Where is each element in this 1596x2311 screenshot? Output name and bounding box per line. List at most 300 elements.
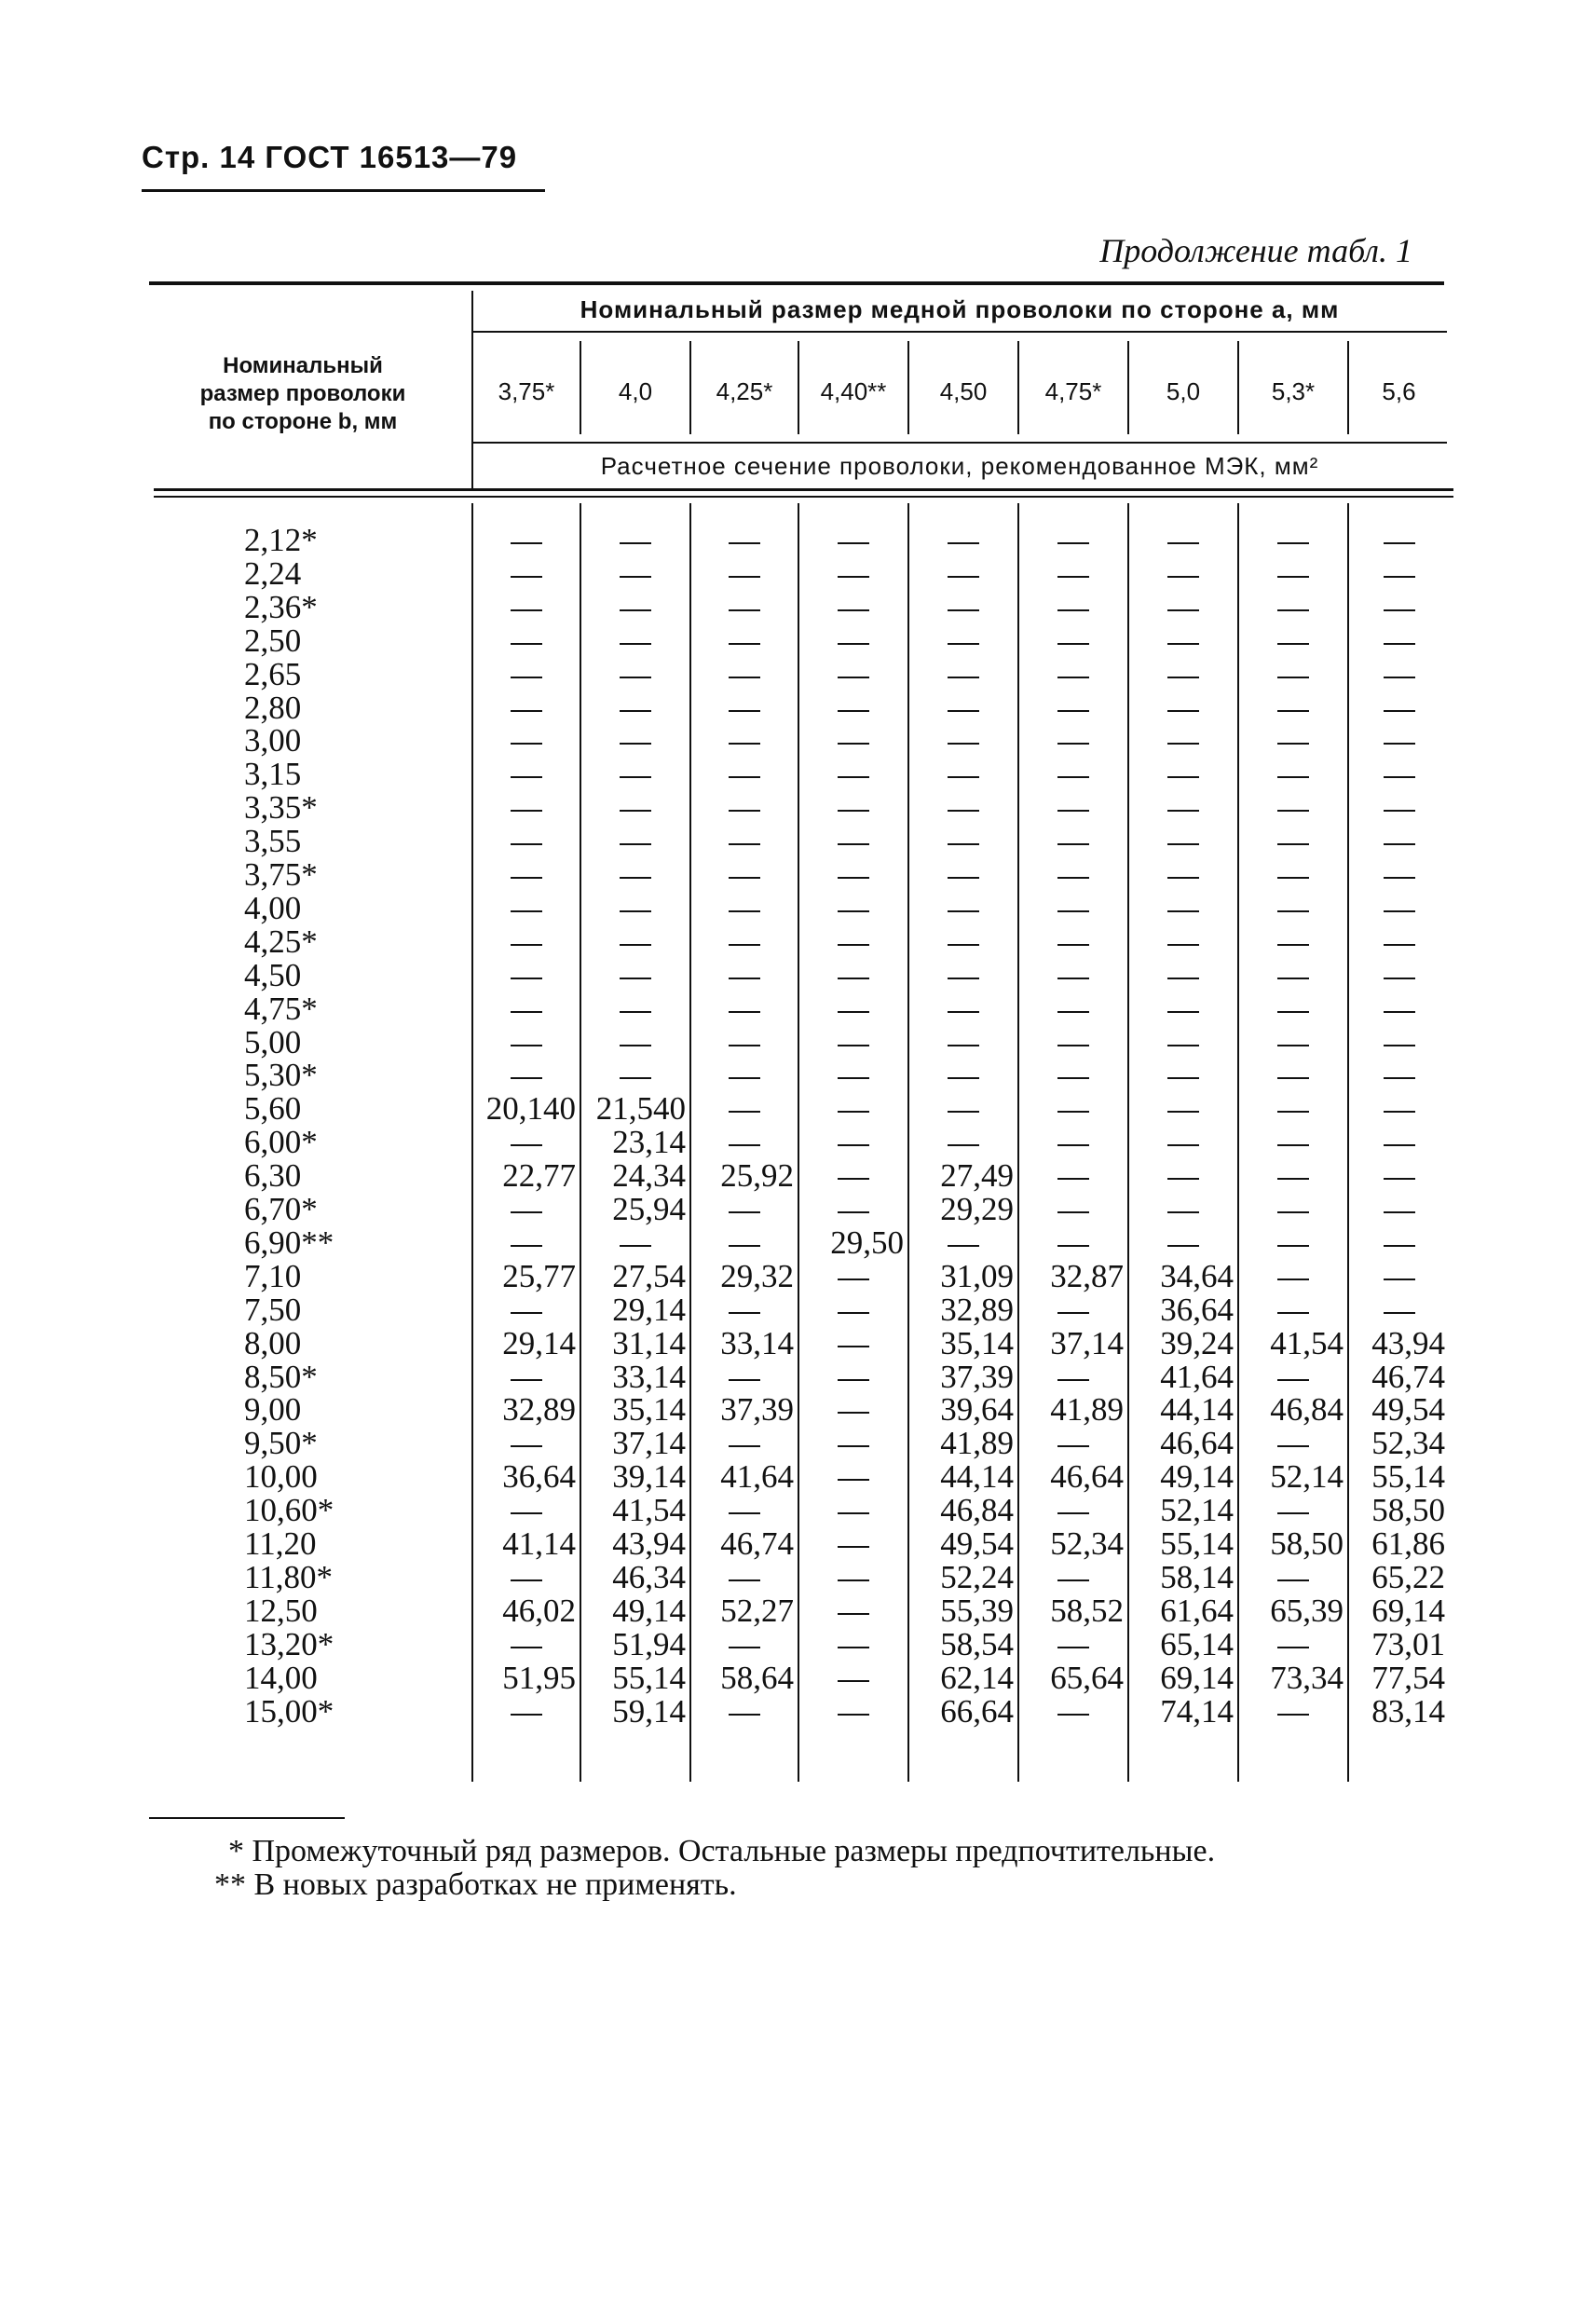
table-top-rule: [149, 281, 1444, 285]
row-label: 10,00: [244, 1458, 318, 1496]
table-cell: 46,02: [502, 1592, 576, 1629]
empty-cell-dash: [1057, 1077, 1089, 1079]
empty-cell-dash: [838, 743, 869, 745]
footnote-rule: [149, 1817, 345, 1819]
table-cell: 65,14: [1160, 1625, 1234, 1662]
empty-cell-dash: [729, 1077, 760, 1079]
empty-cell-dash: [838, 978, 869, 979]
empty-cell-dash: [729, 609, 760, 611]
table-cell: 41,54: [1270, 1324, 1344, 1361]
empty-cell-dash: [511, 877, 542, 879]
empty-cell-dash: [1277, 810, 1309, 812]
empty-cell-dash: [729, 1647, 760, 1648]
table-cell: 43,94: [1371, 1324, 1445, 1361]
empty-cell-dash: [838, 710, 869, 712]
table-cell: 29,50: [830, 1224, 904, 1261]
empty-cell-dash: [511, 776, 542, 778]
row-label-header-line2: размер проволоки: [199, 381, 406, 406]
column-header-divider: [1127, 341, 1129, 434]
empty-cell-dash: [1277, 1211, 1309, 1213]
table-cell: 73,34: [1270, 1659, 1344, 1696]
row-label: 11,20: [244, 1525, 317, 1562]
empty-cell-dash: [838, 910, 869, 912]
empty-cell-dash: [729, 1714, 760, 1716]
empty-cell-dash: [620, 1011, 651, 1013]
empty-cell-dash: [1277, 1045, 1309, 1046]
empty-cell-dash: [729, 1579, 760, 1581]
column-header-divider: [907, 341, 909, 434]
row-label: 11,80*: [244, 1558, 333, 1595]
empty-cell-dash: [1167, 1111, 1199, 1113]
empty-cell-dash: [1277, 910, 1309, 912]
empty-cell-dash: [948, 910, 979, 912]
row-label: 5,00: [244, 1023, 302, 1060]
empty-cell-dash: [511, 677, 542, 678]
empty-cell-dash: [948, 776, 979, 778]
empty-cell-dash: [1384, 843, 1415, 845]
empty-cell-dash: [1167, 1245, 1199, 1247]
empty-cell-dash: [838, 1111, 869, 1113]
table-cell: 27,49: [940, 1157, 1014, 1195]
table-cell: 24,34: [612, 1157, 686, 1195]
empty-cell-dash: [948, 1011, 979, 1013]
empty-cell-dash: [511, 1045, 542, 1046]
table-cell: 46,84: [940, 1492, 1014, 1529]
empty-cell-dash: [838, 1445, 869, 1447]
table-cell: 33,14: [612, 1358, 686, 1395]
footnote-2: ** В новых разработках не применять.: [214, 1867, 737, 1902]
empty-cell-dash: [511, 743, 542, 745]
table-cell: 58,14: [1160, 1558, 1234, 1595]
empty-cell-dash: [511, 843, 542, 845]
row-label: 5,60: [244, 1090, 302, 1128]
empty-cell-dash: [511, 810, 542, 812]
row-label: 9,00: [244, 1391, 302, 1429]
empty-cell-dash: [1277, 1445, 1309, 1447]
empty-cell-dash: [620, 542, 651, 544]
empty-cell-dash: [1057, 810, 1089, 812]
table-cell: 36,64: [1160, 1291, 1234, 1328]
empty-cell-dash: [511, 1312, 542, 1314]
row-label: 3,75*: [244, 856, 318, 893]
table-cell: 46,64: [1160, 1425, 1234, 1462]
empty-cell-dash: [948, 643, 979, 645]
empty-cell-dash: [511, 1211, 542, 1213]
empty-cell-dash: [729, 743, 760, 745]
table-cell: 52,14: [1160, 1492, 1234, 1529]
table-cell: 27,54: [612, 1257, 686, 1294]
table-cell: 77,54: [1371, 1659, 1445, 1696]
column-header-divider: [1017, 341, 1019, 434]
table-cell: 25,92: [720, 1157, 794, 1195]
table-cell: 41,14: [502, 1525, 576, 1562]
empty-cell-dash: [1167, 643, 1199, 645]
table-cell: 46,74: [1371, 1358, 1445, 1395]
empty-cell-dash: [1384, 1178, 1415, 1180]
empty-cell-dash: [1277, 776, 1309, 778]
empty-cell-dash: [1057, 743, 1089, 745]
empty-cell-dash: [729, 576, 760, 578]
empty-cell-dash: [620, 776, 651, 778]
table-cell: 37,14: [612, 1425, 686, 1462]
empty-cell-dash: [1277, 1647, 1309, 1648]
table-cell: 22,77: [502, 1157, 576, 1195]
row-label: 4,50: [244, 956, 302, 993]
empty-cell-dash: [948, 609, 979, 611]
table-cell: 31,14: [612, 1324, 686, 1361]
empty-cell-dash: [620, 843, 651, 845]
empty-cell-dash: [1277, 843, 1309, 845]
row-label: 14,00: [244, 1659, 318, 1696]
empty-cell-dash: [1057, 677, 1089, 678]
empty-cell-dash: [1057, 1045, 1089, 1046]
empty-cell-dash: [1057, 609, 1089, 611]
empty-cell-dash: [838, 542, 869, 544]
empty-cell-dash: [948, 677, 979, 678]
table-cell: 29,29: [940, 1191, 1014, 1227]
empty-cell-dash: [1384, 910, 1415, 912]
table-cell: 59,14: [612, 1692, 686, 1730]
column-header-divider: [1237, 341, 1239, 434]
table-cell: 46,74: [720, 1525, 794, 1562]
empty-cell-dash: [948, 1077, 979, 1079]
table-cell: 39,14: [612, 1458, 686, 1496]
continuation-label: Продолжение табл. 1: [1099, 232, 1412, 269]
empty-cell-dash: [838, 1680, 869, 1682]
empty-cell-dash: [838, 576, 869, 578]
empty-cell-dash: [511, 1144, 542, 1146]
empty-cell-dash: [838, 810, 869, 812]
column-header: 5,6: [1382, 377, 1416, 405]
empty-cell-dash: [1167, 1178, 1199, 1180]
empty-cell-dash: [948, 1045, 979, 1046]
empty-cell-dash: [729, 810, 760, 812]
column-header: 4,75*: [1044, 377, 1102, 405]
empty-cell-dash: [1057, 643, 1089, 645]
empty-cell-dash: [1057, 1245, 1089, 1247]
empty-cell-dash: [729, 710, 760, 712]
row-label: 8,50*: [244, 1358, 318, 1395]
empty-cell-dash: [1384, 1011, 1415, 1013]
table-cell: 49,54: [1371, 1391, 1445, 1429]
empty-cell-dash: [948, 877, 979, 879]
empty-cell-dash: [511, 1647, 542, 1648]
empty-cell-dash: [1277, 1279, 1309, 1280]
table-cell: 55,39: [940, 1592, 1014, 1629]
empty-cell-dash: [1384, 1312, 1415, 1314]
empty-cell-dash: [1384, 643, 1415, 645]
table-cell: 69,14: [1371, 1592, 1445, 1629]
header-rule: [142, 189, 545, 192]
table-cell: 43,94: [612, 1525, 686, 1562]
empty-cell-dash: [948, 1111, 979, 1113]
row-label-header-line1: Номинальный: [223, 353, 383, 378]
table-cell: 31,09: [940, 1257, 1014, 1294]
empty-cell-dash: [948, 1144, 979, 1146]
row-label: 10,60*: [244, 1492, 334, 1529]
empty-cell-dash: [511, 1714, 542, 1716]
empty-cell-dash: [1057, 877, 1089, 879]
row-label: 2,50: [244, 622, 302, 659]
empty-cell-dash: [511, 1379, 542, 1381]
table-cell: 55,14: [1160, 1525, 1234, 1562]
empty-cell-dash: [1167, 910, 1199, 912]
column-header: 5,3*: [1271, 377, 1316, 405]
empty-cell-dash: [1384, 1211, 1415, 1213]
column-header-divider: [798, 341, 799, 434]
empty-cell-dash: [1057, 1647, 1089, 1648]
body-column-rule: [798, 503, 799, 1782]
empty-cell-dash: [620, 810, 651, 812]
table-cell: 41,64: [1160, 1358, 1234, 1395]
table-cell: 25,94: [612, 1191, 686, 1227]
empty-cell-dash: [838, 1412, 869, 1414]
row-label: 4,25*: [244, 923, 318, 960]
empty-cell-dash: [1057, 542, 1089, 544]
empty-cell-dash: [1277, 1714, 1309, 1716]
empty-cell-dash: [729, 910, 760, 912]
empty-cell-dash: [1384, 1111, 1415, 1113]
empty-cell-dash: [1277, 643, 1309, 645]
row-label: 6,00*: [244, 1124, 318, 1161]
empty-cell-dash: [838, 1011, 869, 1013]
header-bottom-rule: [154, 488, 1453, 491]
empty-cell-dash: [838, 1312, 869, 1314]
empty-cell-dash: [1167, 542, 1199, 544]
empty-cell-dash: [1384, 978, 1415, 979]
table-cell: 52,14: [1270, 1458, 1344, 1496]
empty-cell-dash: [1167, 576, 1199, 578]
empty-cell-dash: [1167, 877, 1199, 879]
row-label: 3,35*: [244, 789, 318, 827]
table-cell: 62,14: [940, 1659, 1014, 1696]
empty-cell-dash: [1057, 1379, 1089, 1381]
empty-cell-dash: [1057, 1111, 1089, 1113]
table-cell: 58,52: [1050, 1592, 1124, 1629]
empty-cell-dash: [1167, 1011, 1199, 1013]
empty-cell-dash: [1384, 677, 1415, 678]
table-cell: 39,24: [1160, 1324, 1234, 1361]
empty-cell-dash: [948, 843, 979, 845]
row-label-header: [149, 352, 457, 436]
empty-cell-dash: [1167, 609, 1199, 611]
empty-cell-dash: [948, 810, 979, 812]
empty-cell-dash: [1384, 944, 1415, 946]
table-cell: 44,14: [940, 1458, 1014, 1496]
empty-cell-dash: [838, 1512, 869, 1514]
empty-cell-dash: [1057, 710, 1089, 712]
empty-cell-dash: [1167, 1144, 1199, 1146]
empty-cell-dash: [1277, 1579, 1309, 1581]
empty-cell-dash: [620, 1245, 651, 1247]
table-cell: 36,64: [502, 1458, 576, 1496]
empty-cell-dash: [1167, 1045, 1199, 1046]
table-cell: 66,64: [940, 1692, 1014, 1730]
empty-cell-dash: [1277, 1178, 1309, 1180]
empty-cell-dash: [511, 609, 542, 611]
empty-cell-dash: [838, 776, 869, 778]
table-cell: 69,14: [1160, 1659, 1234, 1696]
empty-cell-dash: [838, 1144, 869, 1146]
table-cell: 41,89: [940, 1425, 1014, 1462]
row-label: 2,24: [244, 554, 302, 592]
table-cell: 49,14: [612, 1592, 686, 1629]
table-cell: 49,14: [1160, 1458, 1234, 1496]
table-cell: 41,64: [720, 1458, 794, 1496]
empty-cell-dash: [838, 1613, 869, 1615]
table-cell: 20,140: [485, 1090, 576, 1128]
empty-cell-dash: [729, 877, 760, 879]
empty-cell-dash: [729, 1111, 760, 1113]
empty-cell-dash: [1384, 743, 1415, 745]
empty-cell-dash: [1277, 710, 1309, 712]
empty-cell-dash: [1057, 910, 1089, 912]
body-column-rule: [1237, 503, 1239, 1782]
row-label: 6,30: [244, 1157, 302, 1195]
empty-cell-dash: [1167, 843, 1199, 845]
empty-cell-dash: [620, 944, 651, 946]
sub-header: Расчетное сечение проволоки, рекомендованное МЭК, мм²: [600, 452, 1319, 480]
table-cell: 52,27: [720, 1592, 794, 1629]
empty-cell-dash: [1057, 1312, 1089, 1314]
empty-cell-dash: [1277, 978, 1309, 979]
empty-cell-dash: [511, 1011, 542, 1013]
table-cell: 35,14: [612, 1391, 686, 1429]
empty-cell-dash: [729, 1312, 760, 1314]
table-cell: 58,50: [1270, 1525, 1344, 1562]
empty-cell-dash: [1057, 1579, 1089, 1581]
table-cell: 37,14: [1050, 1324, 1124, 1361]
empty-cell-dash: [838, 1045, 869, 1046]
empty-cell-dash: [729, 1045, 760, 1046]
empty-cell-dash: [1384, 1077, 1415, 1079]
empty-cell-dash: [729, 1379, 760, 1381]
empty-cell-dash: [1057, 1445, 1089, 1447]
empty-cell-dash: [1277, 1512, 1309, 1514]
empty-cell-dash: [620, 576, 651, 578]
empty-cell-dash: [620, 978, 651, 979]
empty-cell-dash: [1384, 877, 1415, 879]
table-cell: 61,86: [1371, 1525, 1445, 1562]
empty-cell-dash: [838, 1346, 869, 1347]
empty-cell-dash: [1057, 1512, 1089, 1514]
empty-cell-dash: [511, 643, 542, 645]
column-header: 4,0: [618, 377, 653, 405]
empty-cell-dash: [838, 1647, 869, 1648]
empty-cell-dash: [838, 944, 869, 946]
empty-cell-dash: [1167, 810, 1199, 812]
empty-cell-dash: [1167, 743, 1199, 745]
table-cell: 46,84: [1270, 1391, 1344, 1429]
row-label: 2,80: [244, 689, 302, 726]
table-cell: 58,54: [940, 1625, 1014, 1662]
row-label: 7,50: [244, 1291, 302, 1328]
empty-cell-dash: [511, 1512, 542, 1514]
empty-cell-dash: [1277, 1144, 1309, 1146]
empty-cell-dash: [1167, 710, 1199, 712]
empty-cell-dash: [729, 677, 760, 678]
empty-cell-dash: [1384, 710, 1415, 712]
row-label: 9,50*: [244, 1425, 318, 1462]
row-label: 5,30*: [244, 1057, 318, 1094]
row-label: 13,20*: [244, 1625, 334, 1662]
table-cell: 41,89: [1050, 1391, 1124, 1429]
empty-cell-dash: [729, 1211, 760, 1213]
table-cell: 32,87: [1050, 1257, 1124, 1294]
empty-cell-dash: [1277, 1312, 1309, 1314]
empty-cell-dash: [1167, 1211, 1199, 1213]
empty-cell-dash: [729, 643, 760, 645]
row-label: 6,90**: [244, 1224, 334, 1261]
empty-cell-dash: [1277, 677, 1309, 678]
table-cell: 32,89: [502, 1391, 576, 1429]
table-cell: 44,14: [1160, 1391, 1234, 1429]
table-cell: 29,14: [612, 1291, 686, 1328]
row-label: 3,00: [244, 722, 302, 759]
table-cell: 23,14: [612, 1124, 686, 1161]
empty-cell-dash: [1057, 576, 1089, 578]
empty-cell-dash: [1057, 843, 1089, 845]
empty-cell-dash: [729, 978, 760, 979]
empty-cell-dash: [511, 1579, 542, 1581]
table-cell: 65,22: [1371, 1558, 1445, 1595]
empty-cell-dash: [1057, 1011, 1089, 1013]
empty-cell-dash: [1057, 1178, 1089, 1180]
empty-cell-dash: [1384, 609, 1415, 611]
empty-cell-dash: [729, 1144, 760, 1146]
empty-cell-dash: [948, 944, 979, 946]
header-bottom-rule-2: [154, 496, 1453, 498]
column-header: 4,40**: [820, 377, 887, 405]
row-label: 12,50: [244, 1592, 318, 1629]
empty-cell-dash: [1384, 810, 1415, 812]
empty-cell-dash: [948, 1245, 979, 1247]
empty-cell-dash: [1384, 576, 1415, 578]
row-label: 2,12*: [244, 522, 318, 558]
row-label: 6,70*: [244, 1191, 318, 1227]
empty-cell-dash: [838, 1178, 869, 1180]
empty-cell-dash: [1167, 1077, 1199, 1079]
empty-cell-dash: [620, 743, 651, 745]
table-cell: 55,14: [612, 1659, 686, 1696]
table-cell: 41,54: [612, 1492, 686, 1529]
empty-cell-dash: [1057, 1714, 1089, 1716]
empty-cell-dash: [948, 542, 979, 544]
empty-cell-dash: [1057, 944, 1089, 946]
page-header: Стр. 14 ГОСТ 16513—79: [142, 140, 518, 174]
empty-cell-dash: [1277, 1077, 1309, 1079]
row-label: 2,36*: [244, 588, 318, 625]
empty-cell-dash: [838, 1077, 869, 1079]
column-header: 4,25*: [716, 377, 773, 405]
empty-cell-dash: [838, 609, 869, 611]
empty-cell-dash: [620, 677, 651, 678]
table-cell: 83,14: [1371, 1692, 1445, 1730]
empty-cell-dash: [620, 910, 651, 912]
empty-cell-dash: [948, 978, 979, 979]
empty-cell-dash: [729, 1245, 760, 1247]
row-label: 15,00*: [244, 1692, 334, 1730]
empty-cell-dash: [729, 1445, 760, 1447]
column-header-divider: [1347, 341, 1349, 434]
empty-cell-dash: [1167, 776, 1199, 778]
empty-cell-dash: [838, 1379, 869, 1381]
empty-cell-dash: [511, 576, 542, 578]
table-cell: 51,94: [612, 1625, 686, 1662]
row-label: 3,55: [244, 823, 302, 860]
empty-cell-dash: [1277, 1111, 1309, 1113]
empty-cell-dash: [1384, 542, 1415, 544]
